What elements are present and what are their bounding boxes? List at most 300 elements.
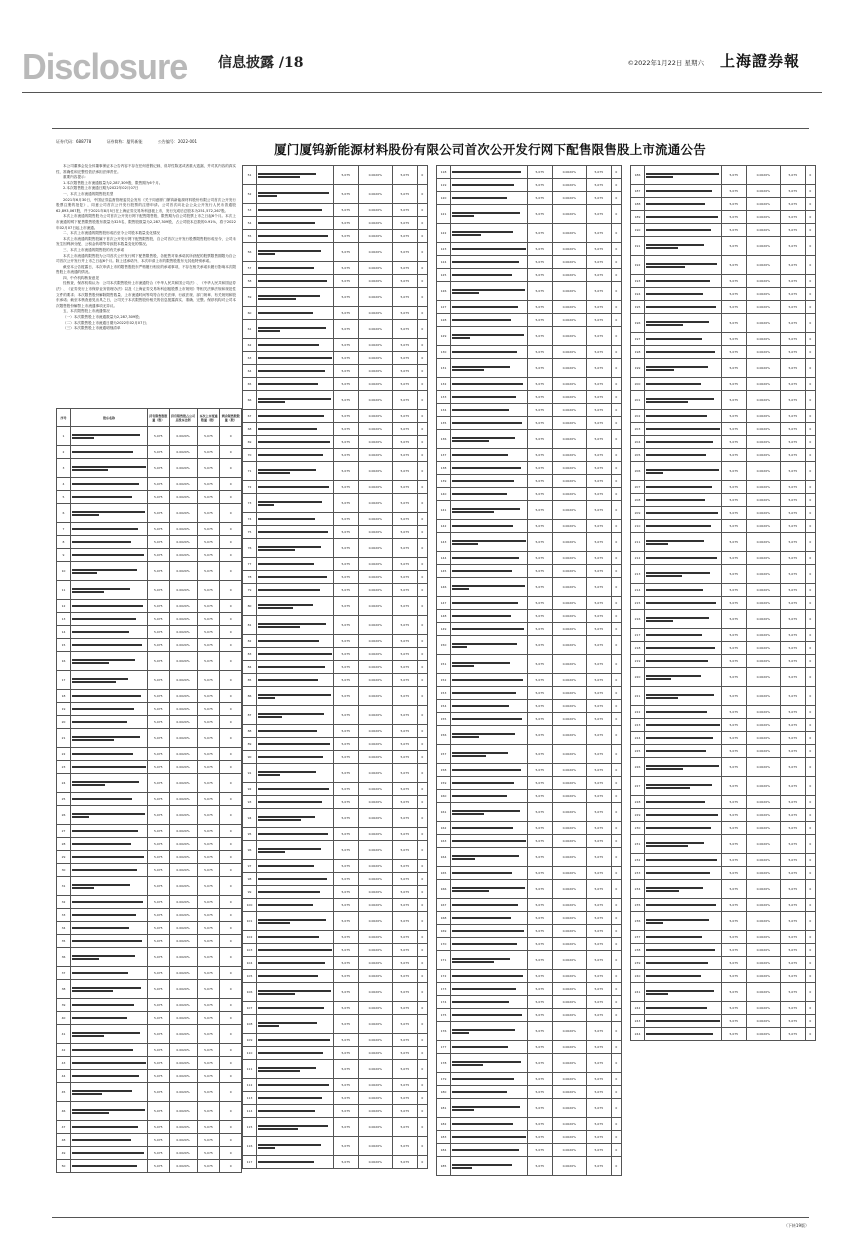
- listed-shares: 5,075: [393, 1105, 418, 1118]
- table-row: [437, 1099, 622, 1118]
- listed-shares: 5,075: [393, 912, 418, 931]
- shareholder-name: [257, 436, 334, 449]
- listed-shares: 5,075: [587, 925, 612, 938]
- share-ratio: 0.0020%: [358, 166, 393, 185]
- name-placeholder-bar: [72, 451, 133, 453]
- share-ratio: 0.0020%: [358, 217, 393, 230]
- remaining-shares: 0: [805, 391, 815, 410]
- shareholder-name: [451, 1009, 528, 1022]
- remaining-shares: 0: [611, 166, 621, 179]
- notice-paragraph: 2.本次限售股上市流通日期为2022年02月07日: [63, 186, 139, 191]
- row-number: 11: [57, 581, 71, 600]
- share-ratio: 0.0020%: [552, 745, 587, 764]
- shareholder-name: [451, 1022, 528, 1041]
- table-row: [57, 793, 242, 806]
- name-placeholder-bar: [72, 816, 89, 818]
- table-row: [631, 410, 816, 423]
- shareholder-name: [257, 944, 334, 957]
- row-number: 188: [631, 198, 645, 211]
- listed-shares: 5,075: [393, 204, 418, 217]
- remaining-shares: 0: [220, 909, 242, 922]
- shareholder-name: [71, 935, 148, 948]
- table-row: [631, 211, 816, 224]
- shareholder-name: [451, 1086, 528, 1099]
- table-row: [631, 462, 816, 481]
- notice-paragraph: 1.本次限售股上市流通数量为2,287,309股，限售期为6个月。: [63, 180, 163, 185]
- name-placeholder-bar: [452, 840, 526, 842]
- table-row: [57, 703, 242, 716]
- remaining-shares: 0: [805, 449, 815, 462]
- name-placeholder-bar: [258, 222, 315, 224]
- shareholder-name: [451, 835, 528, 848]
- name-placeholder-bar: [452, 1149, 519, 1151]
- table-row: [437, 378, 622, 391]
- listed-shares: 5,075: [197, 877, 220, 896]
- share-ratio: 0.0020%: [358, 873, 393, 886]
- restricted-shares: 5,075: [528, 880, 553, 899]
- table-row: [243, 764, 428, 783]
- name-placeholder-bar: [646, 401, 688, 403]
- listed-shares: 5,075: [587, 1054, 612, 1073]
- row-number: 160: [437, 790, 451, 803]
- listed-shares: 5,075: [197, 1083, 220, 1102]
- restricted-shares: 5,075: [528, 1073, 553, 1086]
- row-number: 161: [437, 803, 451, 822]
- table-row: [57, 690, 242, 703]
- row-number: 107: [243, 1002, 257, 1015]
- remaining-shares: 0: [611, 1009, 621, 1022]
- table-header-cell: 剩余限售股数量（股）: [220, 409, 242, 427]
- shareholder-name: [451, 764, 528, 777]
- name-placeholder-bar: [452, 184, 514, 186]
- row-number: 164: [437, 848, 451, 867]
- listed-shares: 5,075: [781, 809, 806, 822]
- share-ratio: 0.0020%: [358, 1156, 393, 1169]
- table-row: [437, 983, 622, 996]
- listed-shares: 5,075: [781, 899, 806, 912]
- name-placeholder-bar: [258, 716, 282, 718]
- share-ratio: 0.0020%: [552, 848, 587, 867]
- row-number: 140: [437, 488, 451, 501]
- remaining-shares: 0: [611, 417, 621, 430]
- shareholder-name: [257, 738, 334, 751]
- table-row: [631, 391, 816, 410]
- share-ratio: 0.0020%: [358, 725, 393, 738]
- remaining-shares: 0: [805, 565, 815, 584]
- shareholder-name: [451, 501, 528, 520]
- remaining-shares: 0: [611, 912, 621, 925]
- shareholder-name: [451, 192, 528, 205]
- remaining-shares: 0: [805, 224, 815, 237]
- share-ratio: 0.0020%: [169, 523, 197, 536]
- shareholder-name: [257, 1156, 334, 1169]
- shareholder-name: [257, 648, 334, 661]
- name-placeholder-bar: [452, 525, 513, 527]
- shareholder-name: [257, 796, 334, 809]
- table-row: [57, 864, 242, 877]
- shareholder-name: [451, 996, 528, 1009]
- row-number: 77: [243, 558, 257, 571]
- name-placeholder-bar: [452, 171, 521, 173]
- shareholder-name: [645, 912, 722, 931]
- section-brand: Disclosure: [22, 46, 188, 87]
- listed-shares: 5,075: [781, 629, 806, 642]
- name-placeholder-bar: [646, 634, 702, 636]
- table-row: [243, 841, 428, 860]
- restricted-shares: 5,075: [334, 481, 359, 494]
- row-number: 100: [243, 899, 257, 912]
- table-row: [437, 552, 622, 565]
- share-ratio: 0.0020%: [552, 1157, 587, 1176]
- name-placeholder-bar: [452, 366, 510, 368]
- name-placeholder-bar: [72, 695, 141, 697]
- share-ratio: 0.0020%: [552, 1099, 587, 1118]
- remaining-shares: 0: [417, 944, 427, 957]
- restricted-shares: 5,075: [148, 1083, 170, 1102]
- listed-shares: 5,075: [393, 1137, 418, 1156]
- remaining-shares: 0: [805, 610, 815, 629]
- share-ratio: 0.0020%: [552, 1118, 587, 1131]
- share-ratio: 0.0020%: [169, 1134, 197, 1147]
- remaining-shares: 0: [220, 671, 242, 690]
- share-ratio: 0.0020%: [358, 423, 393, 436]
- listed-shares: 5,075: [393, 635, 418, 648]
- row-number: 85: [243, 674, 257, 687]
- share-ratio: 0.0020%: [552, 205, 587, 224]
- row-number: 80: [243, 597, 257, 616]
- shareholder-name: [451, 790, 528, 803]
- remaining-shares: 0: [417, 886, 427, 899]
- restricted-shares: 5,075: [148, 1102, 170, 1121]
- shareholder-name: [257, 275, 334, 288]
- table-row: [243, 275, 428, 288]
- shareholder-name: [257, 661, 334, 674]
- table-row: [243, 462, 428, 481]
- shareholder-name: [71, 806, 148, 825]
- share-ratio: 0.0020%: [746, 584, 781, 597]
- share-ratio: 0.0020%: [746, 957, 781, 970]
- share-ratio: 0.0020%: [358, 288, 393, 307]
- share-ratio: 0.0020%: [552, 983, 587, 996]
- share-ratio: 0.0020%: [746, 166, 781, 185]
- restricted-shares: 5,075: [528, 391, 553, 404]
- listed-shares: 5,075: [587, 565, 612, 578]
- listed-shares: 5,075: [587, 179, 612, 192]
- name-placeholder-bar: [258, 383, 318, 385]
- remaining-shares: 0: [805, 378, 815, 391]
- remaining-shares: 0: [611, 726, 621, 745]
- restricted-shares: 5,075: [528, 1054, 553, 1073]
- remaining-shares: 0: [220, 1121, 242, 1134]
- restricted-shares: 5,075: [528, 475, 553, 488]
- dateline: ©2022年1月22日 星期六: [627, 59, 704, 67]
- shareholder-name: [645, 224, 722, 237]
- listed-shares: 5,075: [197, 909, 220, 922]
- restricted-shares: 5,075: [334, 558, 359, 571]
- shareholder-name: [451, 565, 528, 578]
- restricted-shares: 5,075: [722, 185, 747, 198]
- row-number: 20: [57, 716, 71, 729]
- shareholder-name: [257, 230, 334, 243]
- name-placeholder-bar: [452, 543, 478, 545]
- table-row: [243, 571, 428, 584]
- row-number: 145: [437, 565, 451, 578]
- remaining-shares: 0: [220, 896, 242, 909]
- remaining-shares: 0: [417, 983, 427, 1002]
- listed-shares: 5,075: [587, 655, 612, 674]
- share-ratio: 0.0020%: [169, 613, 197, 626]
- shareholder-name: [71, 761, 148, 774]
- share-ratio: 0.0020%: [552, 449, 587, 462]
- shareholder-name: [451, 301, 528, 314]
- remaining-shares: 0: [220, 536, 242, 549]
- table-row: [437, 533, 622, 552]
- table-row: [243, 616, 428, 635]
- name-placeholder-bar: [646, 602, 716, 604]
- table-row: [631, 867, 816, 880]
- shareholder-name: [645, 507, 722, 520]
- share-ratio: 0.0020%: [552, 256, 587, 269]
- shareholder-name: [257, 307, 334, 320]
- restricted-shares: 5,075: [148, 491, 170, 504]
- name-placeholder-bar: [452, 1001, 509, 1003]
- name-placeholder-bar: [452, 890, 489, 892]
- table-row: [437, 501, 622, 520]
- listed-shares: 5,075: [587, 301, 612, 314]
- restricted-shares: 5,075: [334, 275, 359, 288]
- row-number: 59: [243, 288, 257, 307]
- row-number: 63: [243, 352, 257, 365]
- table-header-cell: 股东名称: [71, 409, 148, 427]
- listed-shares: 5,075: [393, 970, 418, 983]
- shareholder-name: [451, 552, 528, 565]
- listed-shares: 5,075: [393, 764, 418, 783]
- share-ratio: 0.0020%: [169, 838, 197, 851]
- listed-shares: 5,075: [197, 825, 220, 838]
- restricted-shares: 5,075: [148, 562, 170, 581]
- listed-shares: 5,075: [393, 307, 418, 320]
- restricted-shares: 5,075: [334, 912, 359, 931]
- row-number: 14: [57, 626, 71, 639]
- table-row: [631, 494, 816, 507]
- name-placeholder-bar: [646, 1007, 707, 1009]
- row-number: 216: [631, 610, 645, 629]
- listed-shares: 5,075: [393, 886, 418, 899]
- remaining-shares: 0: [611, 192, 621, 205]
- listed-shares: 5,075: [587, 1144, 612, 1157]
- shareholder-name: [257, 204, 334, 217]
- shareholder-name: [645, 314, 722, 333]
- restricted-shares: 5,075: [334, 513, 359, 526]
- name-placeholder-bar: [646, 575, 682, 577]
- row-number: 242: [631, 1002, 645, 1015]
- row-number: 175: [437, 1009, 451, 1022]
- share-ratio: 0.0020%: [746, 970, 781, 983]
- share-ratio: 0.0020%: [746, 507, 781, 520]
- remaining-shares: 0: [805, 706, 815, 719]
- share-ratio: 0.0020%: [552, 790, 587, 803]
- name-placeholder-bar: [258, 312, 313, 314]
- remaining-shares: 0: [611, 552, 621, 565]
- listed-shares: 5,075: [781, 494, 806, 507]
- name-placeholder-bar: [258, 607, 293, 609]
- row-number: 97: [243, 860, 257, 873]
- name-placeholder-bar: [452, 422, 522, 424]
- name-placeholder-bar: [646, 216, 718, 218]
- remaining-shares: 0: [805, 719, 815, 732]
- remaining-shares: 0: [611, 899, 621, 912]
- name-placeholder-bar: [72, 1004, 134, 1006]
- remaining-shares: 0: [611, 378, 621, 391]
- shareholder-name: [645, 333, 722, 346]
- row-number: 244: [631, 1028, 645, 1041]
- row-number: 185: [437, 1157, 451, 1176]
- share-ratio: 0.0020%: [169, 626, 197, 639]
- shareholder-name: [645, 944, 722, 957]
- shareholder-name: [71, 427, 148, 446]
- table-row: [437, 674, 622, 687]
- name-placeholder-bar: [452, 887, 525, 889]
- listed-shares: 5,075: [587, 835, 612, 848]
- share-ratio: 0.0020%: [552, 520, 587, 533]
- listed-shares: 5,075: [587, 1022, 612, 1041]
- name-placeholder-bar: [258, 1039, 330, 1041]
- name-placeholder-bar: [258, 1125, 328, 1127]
- listed-shares: 5,075: [393, 584, 418, 597]
- listed-shares: 5,075: [781, 655, 806, 668]
- notice-paragraph: 截至本公告披露日，本次申请上市的限售股股东严格履行相应的承诺事项，不存在相关承诺未履行影响本次限售股上市流通的情况。: [56, 264, 236, 275]
- table-row: [631, 565, 816, 584]
- name-placeholder-bar: [646, 173, 719, 175]
- row-number: 153: [437, 687, 451, 700]
- listed-shares: 5,075: [781, 275, 806, 288]
- name-placeholder-bar: [452, 197, 507, 199]
- restricted-shares: 5,075: [334, 1137, 359, 1156]
- listed-shares: 5,075: [393, 365, 418, 378]
- listed-shares: 5,075: [393, 725, 418, 738]
- newspaper-logo: 上海證券報: [719, 52, 800, 70]
- table-row: [57, 459, 242, 478]
- share-ratio: 0.0020%: [358, 912, 393, 931]
- listed-shares: 5,075: [197, 896, 220, 909]
- listed-shares: 5,075: [393, 513, 418, 526]
- name-placeholder-bar: [258, 195, 277, 197]
- name-placeholder-bar: [258, 679, 318, 681]
- name-placeholder-bar: [452, 961, 494, 963]
- row-number: 156: [437, 726, 451, 745]
- table-row: [243, 674, 428, 687]
- remaining-shares: 0: [611, 346, 621, 359]
- row-number: 123: [437, 243, 451, 256]
- row-number: 129: [437, 327, 451, 346]
- row-number: 213: [631, 565, 645, 584]
- listed-shares: 5,075: [393, 687, 418, 706]
- share-ratio: 0.0020%: [552, 912, 587, 925]
- row-number: 112: [243, 1079, 257, 1092]
- table-row: [57, 1070, 242, 1083]
- name-placeholder-bar: [646, 351, 715, 353]
- row-number: 228: [631, 796, 645, 809]
- listed-shares: 5,075: [587, 597, 612, 610]
- row-number: 135: [437, 417, 451, 430]
- name-placeholder-bar: [258, 694, 331, 696]
- share-ratio: 0.0020%: [169, 967, 197, 980]
- name-placeholder-bar: [646, 383, 701, 385]
- shareholder-name: [257, 828, 334, 841]
- shareholder-name: [451, 475, 528, 488]
- listed-shares: 5,075: [781, 333, 806, 346]
- shareholder-name: [645, 668, 722, 687]
- name-placeholder-bar: [258, 235, 328, 237]
- remaining-shares: 0: [805, 462, 815, 481]
- name-placeholder-bar: [646, 859, 717, 861]
- shareholder-name: [645, 1002, 722, 1015]
- name-placeholder-bar: [258, 878, 327, 880]
- shareholder-name: [451, 623, 528, 636]
- share-ratio: 0.0020%: [552, 359, 587, 378]
- listed-shares: 5,075: [781, 410, 806, 423]
- row-number: 62: [243, 339, 257, 352]
- shareholder-name: [645, 880, 722, 899]
- share-ratio: 0.0020%: [358, 648, 393, 661]
- name-placeholder-bar: [646, 1033, 713, 1035]
- row-number: 56: [243, 243, 257, 262]
- remaining-shares: 0: [805, 931, 815, 944]
- name-placeholder-bar: [646, 366, 708, 368]
- shareholder-name: [71, 729, 148, 748]
- table-row: [57, 446, 242, 459]
- name-placeholder-bar: [72, 528, 138, 530]
- remaining-shares: 0: [417, 957, 427, 970]
- shareholder-name: [451, 404, 528, 417]
- restricted-shares: 5,075: [148, 1057, 170, 1070]
- restricted-shares: 5,075: [334, 828, 359, 841]
- table-row: [631, 668, 816, 687]
- share-ratio: 0.0020%: [746, 565, 781, 584]
- row-number: 193: [631, 275, 645, 288]
- listed-shares: 5,075: [393, 436, 418, 449]
- shareholder-name: [451, 951, 528, 970]
- remaining-shares: 0: [805, 507, 815, 520]
- listed-shares: 5,075: [587, 726, 612, 745]
- table-row: [437, 1022, 622, 1041]
- row-number: 186: [631, 166, 645, 185]
- row-number: 171: [437, 951, 451, 970]
- name-placeholder-bar: [646, 428, 720, 430]
- shareholder-name: [71, 1134, 148, 1147]
- name-placeholder-bar: [452, 212, 520, 214]
- row-number: 45: [57, 1083, 71, 1102]
- row-number: 12: [57, 600, 71, 613]
- name-placeholder-bar: [452, 602, 518, 604]
- table-row: [57, 1044, 242, 1057]
- share-ratio: 0.0020%: [358, 449, 393, 462]
- name-placeholder-bar: [452, 1061, 521, 1063]
- share-ratio: 0.0020%: [552, 192, 587, 205]
- name-placeholder-bar: [646, 176, 673, 178]
- row-number: 206: [631, 462, 645, 481]
- shareholder-name: [71, 793, 148, 806]
- restricted-shares: 5,075: [148, 935, 170, 948]
- listed-shares: 5,075: [393, 1092, 418, 1105]
- name-placeholder-bar: [72, 843, 131, 845]
- share-ratio: 0.0020%: [746, 809, 781, 822]
- restricted-shares: 5,075: [334, 410, 359, 423]
- shareholder-name: [71, 600, 148, 613]
- restricted-shares: 5,075: [528, 501, 553, 520]
- table-row: [243, 481, 428, 494]
- shareholder-name: [71, 838, 148, 851]
